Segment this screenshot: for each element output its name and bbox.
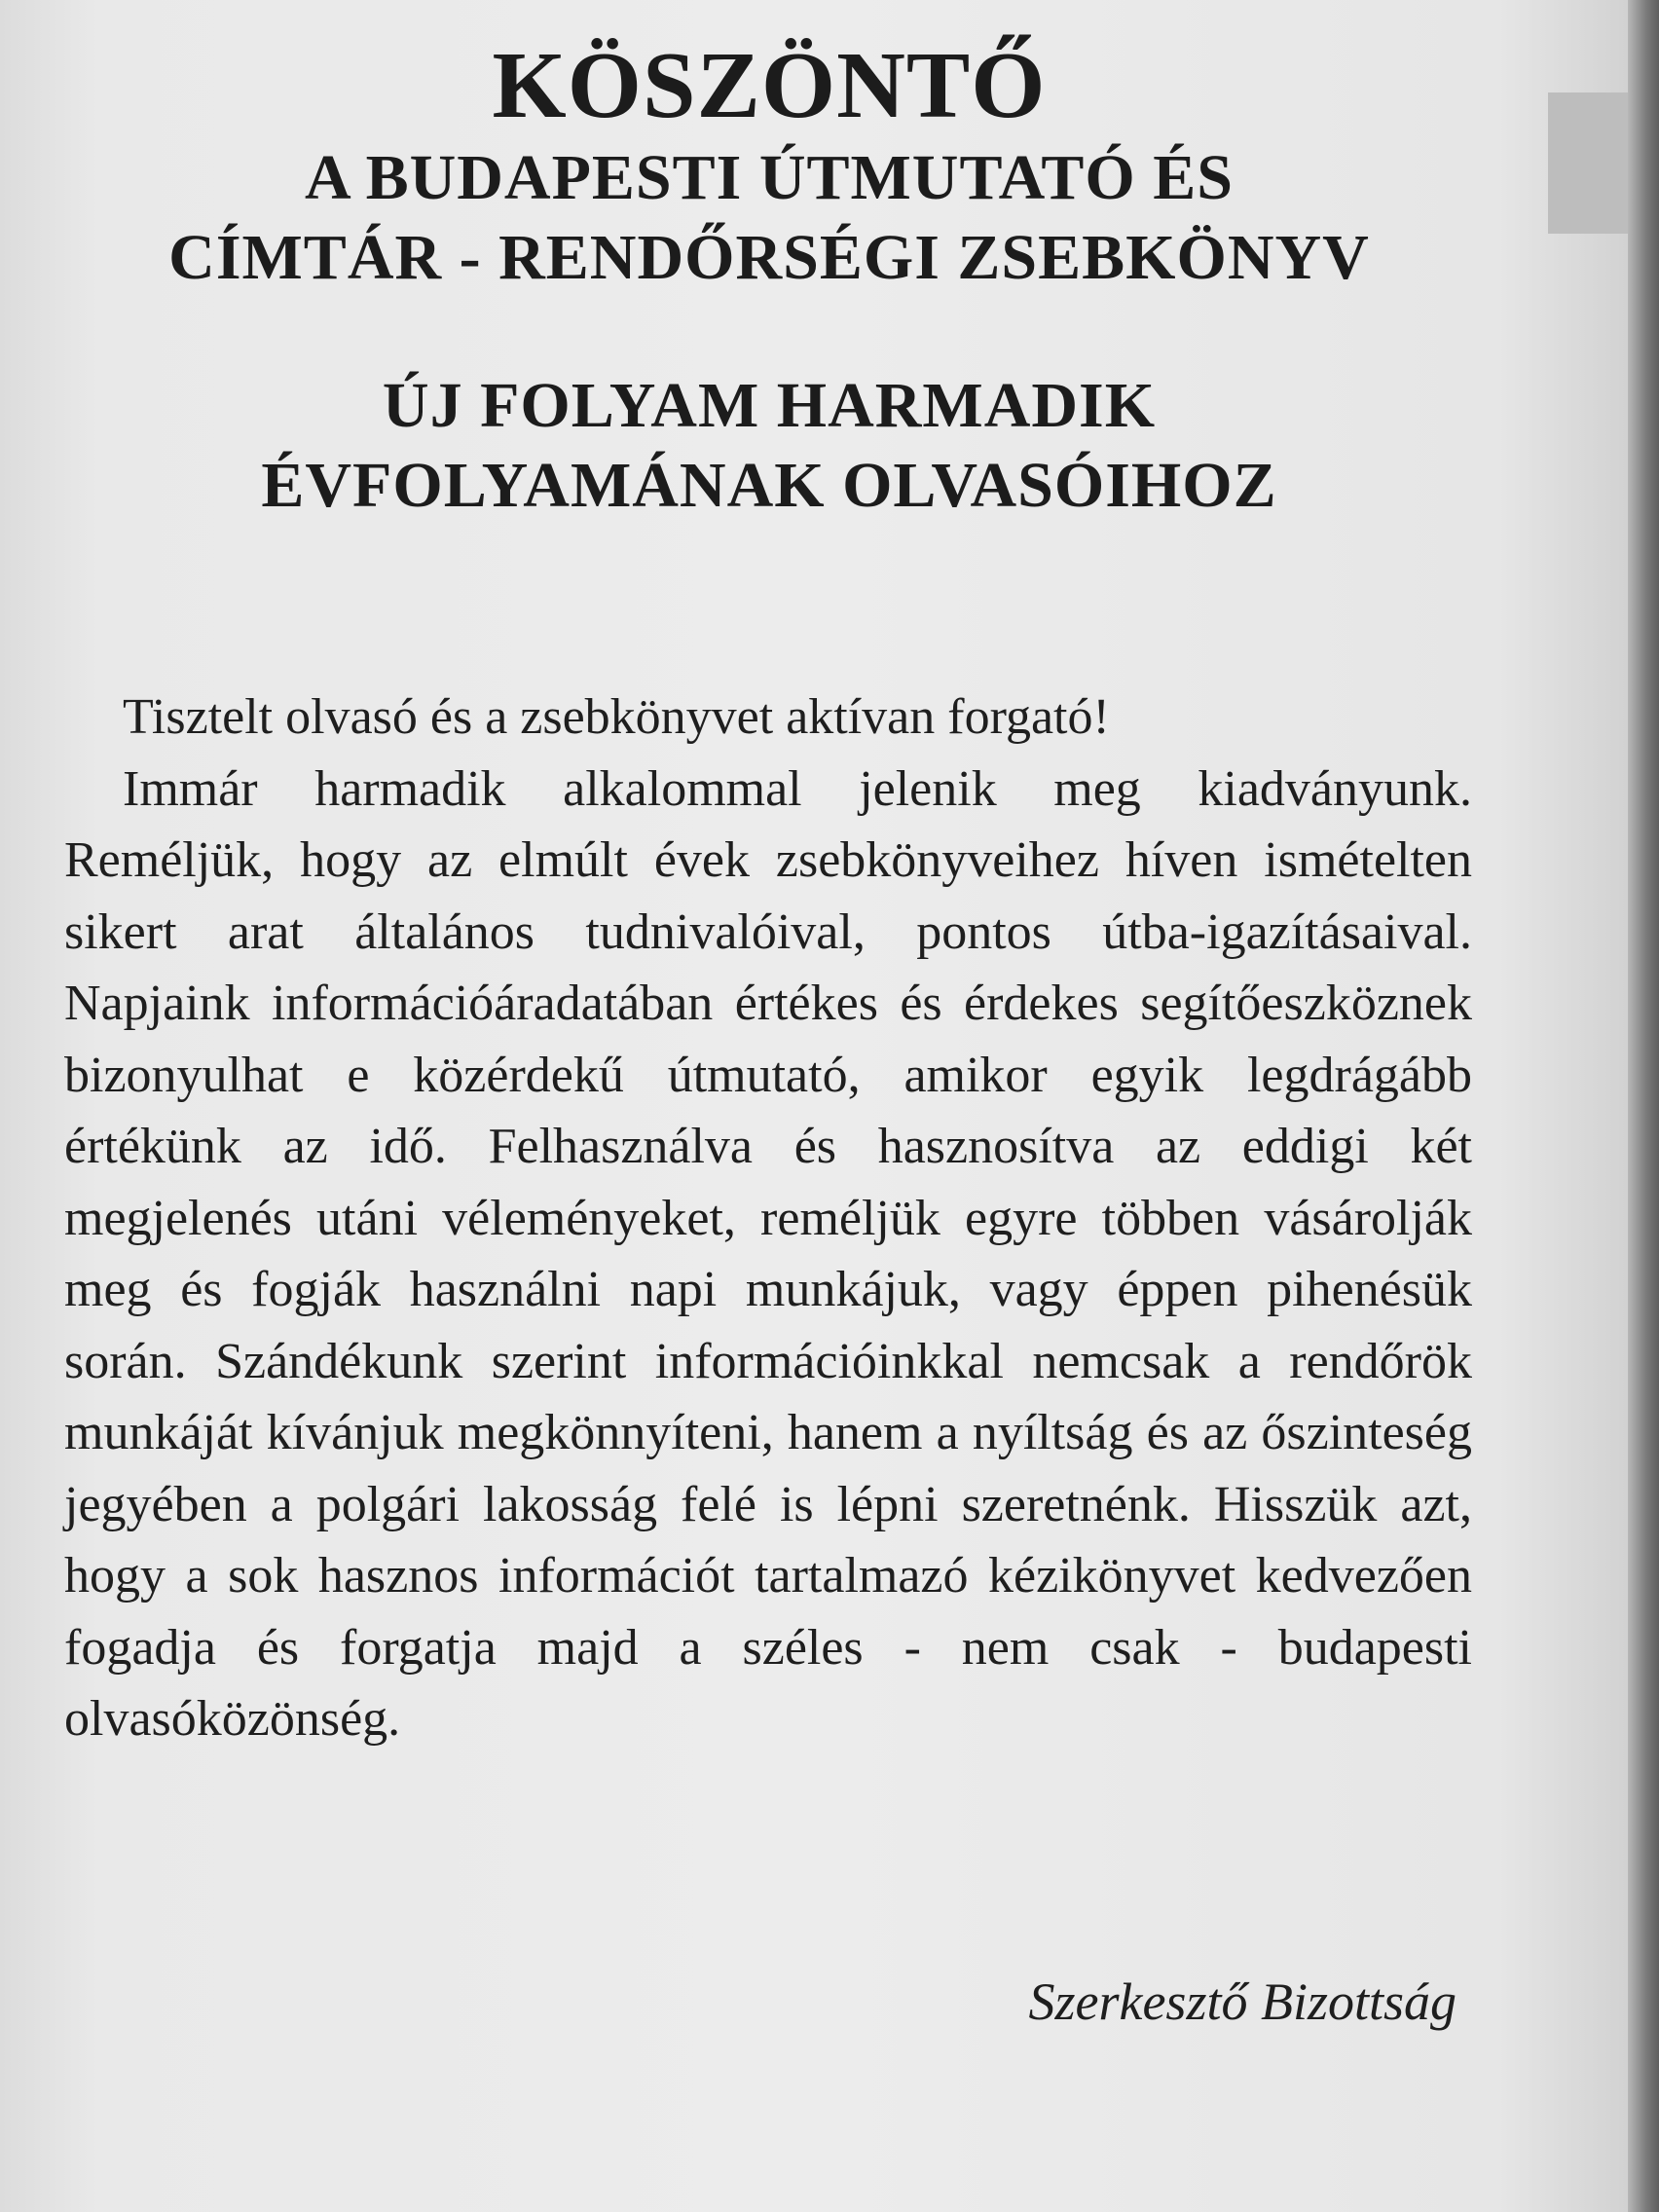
- signature: Szerkesztő Bizottság: [1028, 1972, 1456, 2031]
- heading-spacer: [0, 298, 1538, 366]
- subtitle-line-2: CÍMTÁR - RENDŐRSÉGI ZSEBKÖNYV: [168, 222, 1370, 293]
- heading-block: [0, 33, 1538, 526]
- subtitle-line-3: ÚJ FOLYAM HARMADIK: [382, 370, 1157, 441]
- book-spine-edge: [1628, 0, 1659, 2212]
- subtitle-line-1: A BUDAPESTI ÚTMUTATÓ ÉS: [305, 142, 1234, 213]
- body-text: [64, 682, 1472, 1755]
- greeting-line: Tisztelt olvasó és a zsebkönyvet aktívan forgató!: [123, 689, 1110, 745]
- body-paragraph: Immár harmadik alkalommal jelenik meg kiadványunk. Reméljük, hogy az elmúlt évek zsebkönyveihez híven ismételten sikert arat általános tudnivalóival, pontos útba-igazításaival. Napjaink információáradatában értékes és érdekes segítőeszköznek bizonyulhat e közérdekű útmutató, amikor egyik legdrágább értékünk az idő. Felhasználva és hasznosítva az eddigi két megjelenés utáni véleményeket, reméljük egyre többen vásárolják meg és fogják használni napi munkájuk, vagy éppen pihenésük során. Szándékunk szerint információinkkal nemcsak a rendőrök munkáját kívánjuk megkönnyíteni, hanem a nyíltság és az őszinteség jegyében a polgári lakosság felé is lépni szeretnénk. Hisszük azt, hogy a sok hasznos információt tartalmazó kézikönyvet kedvezően fogadja és forgatja majd a széles - nem csak - budapesti olvasóközönség.: [64, 760, 1472, 1747]
- page-edge-shadow: [1548, 92, 1628, 234]
- subtitle-line-4: ÉVFOLYAMÁNAK OLVASÓIHOZ: [261, 450, 1277, 521]
- page-title: KÖSZÖNTŐ: [492, 33, 1047, 138]
